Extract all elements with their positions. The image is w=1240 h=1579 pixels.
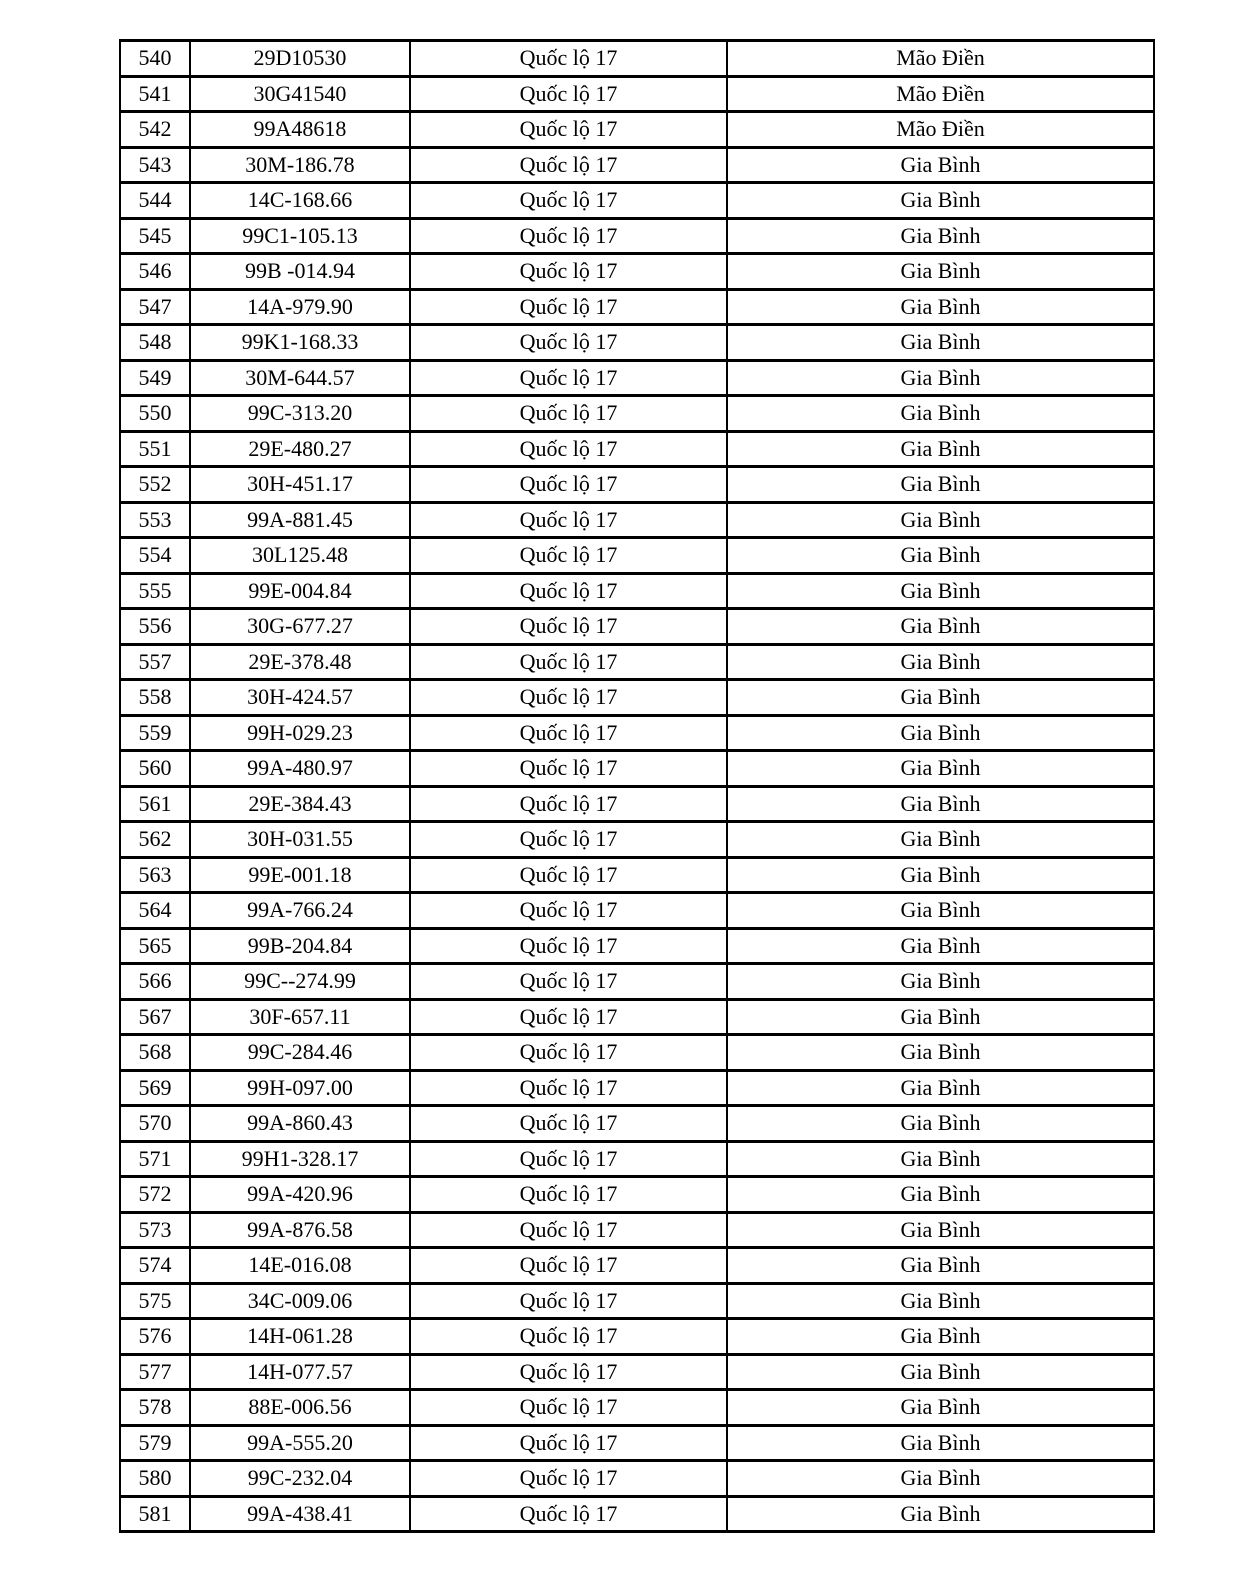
road-cell: Quốc lộ 17	[410, 822, 727, 858]
index-cell: 553	[120, 502, 190, 538]
index-cell: 542	[120, 112, 190, 148]
location-cell: Gia Bình	[727, 822, 1154, 858]
location-cell: Gia Bình	[727, 573, 1154, 609]
road-cell: Quốc lộ 17	[410, 1070, 727, 1106]
index-cell: 570	[120, 1106, 190, 1142]
plate-cell: 30M-644.57	[190, 360, 410, 396]
plate-cell: 99A-766.24	[190, 893, 410, 929]
road-cell: Quốc lộ 17	[410, 1390, 727, 1426]
table-row	[120, 893, 1154, 929]
table-row	[120, 218, 1154, 254]
table-row	[120, 680, 1154, 716]
location-cell: Gia Bình	[727, 1461, 1154, 1497]
index-cell: 548	[120, 325, 190, 361]
plate-cell: 99K1-168.33	[190, 325, 410, 361]
plate-cell: 99A-876.58	[190, 1212, 410, 1248]
road-cell: Quốc lộ 17	[410, 1106, 727, 1142]
road-cell: Quốc lộ 17	[410, 1354, 727, 1390]
plate-cell: 30G-677.27	[190, 609, 410, 645]
index-cell: 559	[120, 715, 190, 751]
plate-cell: 30G41540	[190, 76, 410, 112]
index-cell: 575	[120, 1283, 190, 1319]
table-row	[120, 1106, 1154, 1142]
index-cell: 547	[120, 289, 190, 325]
table-row	[120, 502, 1154, 538]
index-cell: 562	[120, 822, 190, 858]
location-cell: Gia Bình	[727, 325, 1154, 361]
table-row	[120, 751, 1154, 787]
plate-cell: 99A-420.96	[190, 1177, 410, 1213]
plate-cell: 30L125.48	[190, 538, 410, 574]
road-cell: Quốc lộ 17	[410, 41, 727, 77]
location-cell: Gia Bình	[727, 680, 1154, 716]
road-cell: Quốc lộ 17	[410, 1035, 727, 1071]
table-row	[120, 1070, 1154, 1106]
plate-cell: 30M-186.78	[190, 147, 410, 183]
table-body	[120, 41, 1154, 1532]
table-row	[120, 822, 1154, 858]
road-cell: Quốc lộ 17	[410, 573, 727, 609]
plate-cell: 99H-097.00	[190, 1070, 410, 1106]
plate-cell: 30H-451.17	[190, 467, 410, 503]
table-row	[120, 76, 1154, 112]
road-cell: Quốc lộ 17	[410, 1496, 727, 1532]
road-cell: Quốc lộ 17	[410, 1177, 727, 1213]
road-cell: Quốc lộ 17	[410, 431, 727, 467]
location-cell: Gia Bình	[727, 1248, 1154, 1284]
location-cell: Gia Bình	[727, 289, 1154, 325]
location-cell: Gia Bình	[727, 751, 1154, 787]
road-cell: Quốc lộ 17	[410, 964, 727, 1000]
table-row	[120, 431, 1154, 467]
location-cell: Gia Bình	[727, 893, 1154, 929]
index-cell: 577	[120, 1354, 190, 1390]
index-cell: 560	[120, 751, 190, 787]
road-cell: Quốc lộ 17	[410, 218, 727, 254]
plate-cell: 99E-004.84	[190, 573, 410, 609]
table-row	[120, 1141, 1154, 1177]
location-cell: Gia Bình	[727, 1212, 1154, 1248]
location-cell: Gia Bình	[727, 786, 1154, 822]
index-cell: 576	[120, 1319, 190, 1355]
plate-cell: 30H-424.57	[190, 680, 410, 716]
table-row	[120, 112, 1154, 148]
index-cell: 544	[120, 183, 190, 219]
road-cell: Quốc lộ 17	[410, 1319, 727, 1355]
table-row	[120, 1035, 1154, 1071]
table-row	[120, 1319, 1154, 1355]
road-cell: Quốc lộ 17	[410, 396, 727, 432]
index-cell: 556	[120, 609, 190, 645]
location-cell: Gia Bình	[727, 1141, 1154, 1177]
table-row	[120, 396, 1154, 432]
index-cell: 552	[120, 467, 190, 503]
road-cell: Quốc lộ 17	[410, 680, 727, 716]
plate-cell: 88E-006.56	[190, 1390, 410, 1426]
index-cell: 567	[120, 999, 190, 1035]
road-cell: Quốc lộ 17	[410, 112, 727, 148]
location-cell: Gia Bình	[727, 1070, 1154, 1106]
location-cell: Mão Điền	[727, 76, 1154, 112]
plate-cell: 14C-168.66	[190, 183, 410, 219]
index-cell: 564	[120, 893, 190, 929]
road-cell: Quốc lộ 17	[410, 928, 727, 964]
location-cell: Gia Bình	[727, 431, 1154, 467]
location-cell: Gia Bình	[727, 644, 1154, 680]
index-cell: 561	[120, 786, 190, 822]
location-cell: Gia Bình	[727, 928, 1154, 964]
plate-cell: 99A-860.43	[190, 1106, 410, 1142]
location-cell: Gia Bình	[727, 467, 1154, 503]
road-cell: Quốc lộ 17	[410, 1248, 727, 1284]
location-cell: Gia Bình	[727, 1425, 1154, 1461]
location-cell: Gia Bình	[727, 964, 1154, 1000]
road-cell: Quốc lộ 17	[410, 644, 727, 680]
index-cell: 569	[120, 1070, 190, 1106]
index-cell: 545	[120, 218, 190, 254]
plate-cell: 14E-016.08	[190, 1248, 410, 1284]
vehicle-plate-table	[119, 39, 1155, 1533]
index-cell: 543	[120, 147, 190, 183]
plate-cell: 14H-061.28	[190, 1319, 410, 1355]
location-cell: Gia Bình	[727, 1390, 1154, 1426]
road-cell: Quốc lộ 17	[410, 325, 727, 361]
plate-cell: 30F-657.11	[190, 999, 410, 1035]
index-cell: 571	[120, 1141, 190, 1177]
table-row	[120, 786, 1154, 822]
plate-cell: 99C-284.46	[190, 1035, 410, 1071]
index-cell: 541	[120, 76, 190, 112]
table-row	[120, 183, 1154, 219]
plate-cell: 99C-232.04	[190, 1461, 410, 1497]
table-row	[120, 573, 1154, 609]
plate-cell: 34C-009.06	[190, 1283, 410, 1319]
location-cell: Gia Bình	[727, 1496, 1154, 1532]
plate-cell: 99A-438.41	[190, 1496, 410, 1532]
table-row	[120, 1283, 1154, 1319]
location-cell: Gia Bình	[727, 396, 1154, 432]
road-cell: Quốc lộ 17	[410, 1141, 727, 1177]
plate-cell: 99A-480.97	[190, 751, 410, 787]
plate-cell: 99H1-328.17	[190, 1141, 410, 1177]
table-row	[120, 41, 1154, 77]
table-row	[120, 928, 1154, 964]
table-row	[120, 254, 1154, 290]
index-cell: 566	[120, 964, 190, 1000]
road-cell: Quốc lộ 17	[410, 289, 727, 325]
road-cell: Quốc lộ 17	[410, 76, 727, 112]
index-cell: 546	[120, 254, 190, 290]
plate-cell: 99E-001.18	[190, 857, 410, 893]
table-row	[120, 1212, 1154, 1248]
road-cell: Quốc lộ 17	[410, 999, 727, 1035]
plate-cell: 99B-204.84	[190, 928, 410, 964]
table-row	[120, 289, 1154, 325]
road-cell: Quốc lộ 17	[410, 183, 727, 219]
road-cell: Quốc lộ 17	[410, 786, 727, 822]
road-cell: Quốc lộ 17	[410, 467, 727, 503]
table-row	[120, 609, 1154, 645]
index-cell: 557	[120, 644, 190, 680]
table-row	[120, 715, 1154, 751]
location-cell: Gia Bình	[727, 538, 1154, 574]
location-cell: Gia Bình	[727, 1177, 1154, 1213]
location-cell: Mão Điền	[727, 112, 1154, 148]
location-cell: Gia Bình	[727, 1354, 1154, 1390]
plate-cell: 99A-555.20	[190, 1425, 410, 1461]
road-cell: Quốc lộ 17	[410, 609, 727, 645]
plate-cell: 29E-378.48	[190, 644, 410, 680]
location-cell: Gia Bình	[727, 715, 1154, 751]
plate-cell: 99A-881.45	[190, 502, 410, 538]
road-cell: Quốc lộ 17	[410, 360, 727, 396]
road-cell: Quốc lộ 17	[410, 1283, 727, 1319]
table-row	[120, 999, 1154, 1035]
index-cell: 551	[120, 431, 190, 467]
table-row	[120, 1354, 1154, 1390]
table-row	[120, 1461, 1154, 1497]
index-cell: 540	[120, 41, 190, 77]
table-row	[120, 964, 1154, 1000]
road-cell: Quốc lộ 17	[410, 857, 727, 893]
plate-cell: 14H-077.57	[190, 1354, 410, 1390]
road-cell: Quốc lộ 17	[410, 751, 727, 787]
table-row	[120, 538, 1154, 574]
table-row	[120, 1496, 1154, 1532]
plate-cell: 99C--274.99	[190, 964, 410, 1000]
road-cell: Quốc lộ 17	[410, 1212, 727, 1248]
location-cell: Gia Bình	[727, 857, 1154, 893]
table-row	[120, 1390, 1154, 1426]
location-cell: Gia Bình	[727, 1319, 1154, 1355]
table-row	[120, 467, 1154, 503]
location-cell: Gia Bình	[727, 147, 1154, 183]
index-cell: 580	[120, 1461, 190, 1497]
table-row	[120, 644, 1154, 680]
index-cell: 550	[120, 396, 190, 432]
index-cell: 573	[120, 1212, 190, 1248]
location-cell: Mão Điền	[727, 41, 1154, 77]
plate-cell: 14A-979.90	[190, 289, 410, 325]
location-cell: Gia Bình	[727, 1035, 1154, 1071]
location-cell: Gia Bình	[727, 999, 1154, 1035]
plate-cell: 99C-313.20	[190, 396, 410, 432]
location-cell: Gia Bình	[727, 1283, 1154, 1319]
index-cell: 579	[120, 1425, 190, 1461]
index-cell: 568	[120, 1035, 190, 1071]
table-row	[120, 360, 1154, 396]
road-cell: Quốc lộ 17	[410, 538, 727, 574]
road-cell: Quốc lộ 17	[410, 893, 727, 929]
plate-cell: 99C1-105.13	[190, 218, 410, 254]
location-cell: Gia Bình	[727, 360, 1154, 396]
road-cell: Quốc lộ 17	[410, 254, 727, 290]
index-cell: 558	[120, 680, 190, 716]
index-cell: 555	[120, 573, 190, 609]
table-row	[120, 1425, 1154, 1461]
road-cell: Quốc lộ 17	[410, 1425, 727, 1461]
plate-cell: 30H-031.55	[190, 822, 410, 858]
plate-cell: 99A48618	[190, 112, 410, 148]
index-cell: 581	[120, 1496, 190, 1532]
table-row	[120, 857, 1154, 893]
table-row	[120, 1177, 1154, 1213]
location-cell: Gia Bình	[727, 254, 1154, 290]
index-cell: 574	[120, 1248, 190, 1284]
index-cell: 549	[120, 360, 190, 396]
index-cell: 563	[120, 857, 190, 893]
table-row	[120, 1248, 1154, 1284]
plate-cell: 29E-384.43	[190, 786, 410, 822]
road-cell: Quốc lộ 17	[410, 502, 727, 538]
table-row	[120, 325, 1154, 361]
location-cell: Gia Bình	[727, 183, 1154, 219]
plate-cell: 29E-480.27	[190, 431, 410, 467]
plate-cell: 99B -014.94	[190, 254, 410, 290]
location-cell: Gia Bình	[727, 502, 1154, 538]
location-cell: Gia Bình	[727, 1106, 1154, 1142]
road-cell: Quốc lộ 17	[410, 147, 727, 183]
plate-cell: 29D10530	[190, 41, 410, 77]
index-cell: 578	[120, 1390, 190, 1426]
table-row	[120, 147, 1154, 183]
plate-cell: 99H-029.23	[190, 715, 410, 751]
index-cell: 572	[120, 1177, 190, 1213]
location-cell: Gia Bình	[727, 609, 1154, 645]
index-cell: 554	[120, 538, 190, 574]
location-cell: Gia Bình	[727, 218, 1154, 254]
road-cell: Quốc lộ 17	[410, 1461, 727, 1497]
road-cell: Quốc lộ 17	[410, 715, 727, 751]
index-cell: 565	[120, 928, 190, 964]
